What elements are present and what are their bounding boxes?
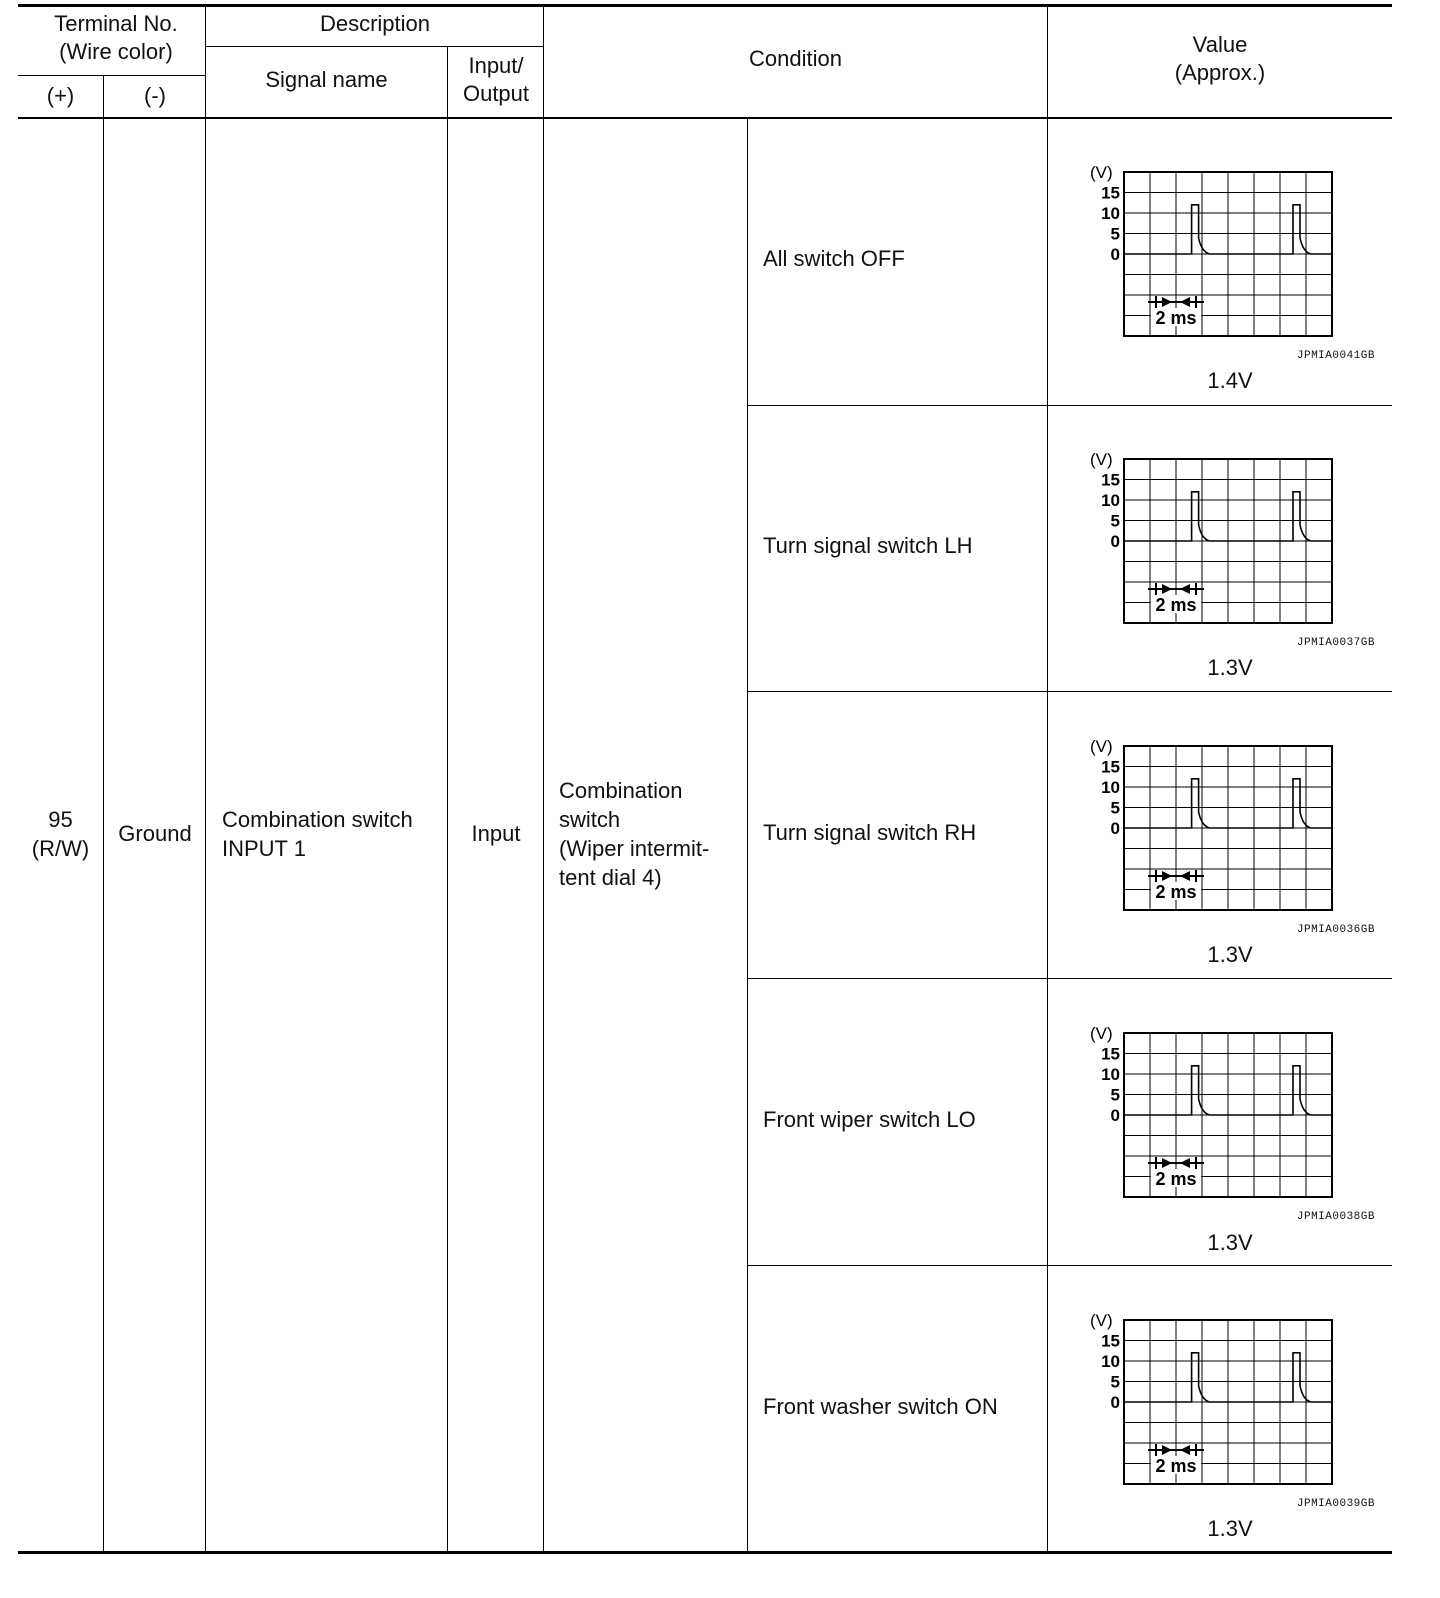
y-tick-label: 0: [1110, 1393, 1120, 1412]
condition-label: Turn signal switch RH: [763, 820, 977, 845]
figure-code: JPMIA0039GB: [1296, 1498, 1375, 1510]
plus-header: (+): [46, 83, 75, 108]
figure-code: JPMIA0038GB: [1296, 1211, 1375, 1223]
y-tick-label: 15: [1101, 470, 1120, 490]
time-marker-arrow: [1162, 584, 1172, 594]
y-axis-unit: (V): [1090, 1311, 1113, 1330]
y-tick-label: 10: [1101, 204, 1120, 223]
y-tick-label: 5: [1110, 511, 1120, 531]
time-marker-arrow: [1162, 1445, 1172, 1455]
signal-name-cell: [222, 805, 447, 863]
bottom-rule: [18, 1551, 1392, 1554]
y-tick-label: 15: [1101, 1044, 1120, 1064]
waveform-chart: [1090, 732, 1374, 942]
signal-name-header: Signal name: [265, 67, 388, 92]
waveform-chart: [1090, 1306, 1374, 1516]
value-header-line2: (Approx.): [1174, 60, 1266, 85]
waveform-chart: [1090, 1019, 1374, 1229]
condition-main-line4: tent dial 4): [559, 865, 662, 890]
row-divider-1: [748, 405, 1392, 406]
time-marker-arrow: [1180, 584, 1190, 594]
condition-label: Turn signal switch LH: [763, 533, 973, 558]
wire-color: (R/W): [31, 836, 90, 861]
header-divider-description: [206, 46, 544, 47]
terminal-header-line2: (Wire color): [59, 39, 173, 64]
waveform-chart: [1090, 158, 1374, 368]
condition-label: Front wiper switch LO: [763, 1107, 976, 1132]
condition-label: All switch OFF: [763, 246, 905, 271]
time-label: 2 ms: [1155, 595, 1197, 615]
description-header: Description: [319, 11, 431, 36]
figure-code: JPMIA0036GB: [1296, 924, 1375, 936]
col-line-description-condition: [543, 6, 544, 1552]
col-line-condition-value: [1047, 6, 1048, 1552]
terminal-plus-cell: [18, 805, 103, 863]
row-divider-4: [748, 1265, 1392, 1266]
y-axis-unit: (V): [1090, 1024, 1113, 1043]
terminal-header-line1: Terminal No.: [54, 11, 178, 36]
value-reading: 1.4V: [1207, 368, 1253, 393]
time-marker-arrow: [1162, 871, 1172, 881]
time-marker-arrow: [1180, 297, 1190, 307]
time-marker-arrow: [1180, 1158, 1190, 1168]
figure-code: JPMIA0041GB: [1296, 350, 1375, 362]
waveform-chart: [1090, 445, 1374, 655]
y-tick-label: 10: [1101, 1065, 1120, 1084]
y-tick-label: 0: [1110, 819, 1120, 838]
time-marker-arrow: [1180, 871, 1190, 881]
io-header-line1: Input/: [468, 53, 524, 78]
value-reading: 1.3V: [1207, 1230, 1253, 1255]
time-marker-arrow: [1162, 1158, 1172, 1168]
minus-header: (-): [144, 83, 166, 108]
condition-main-line1: Combination: [559, 778, 683, 803]
col-line-condition-inner: [747, 118, 748, 1552]
io-cell: Input: [471, 821, 521, 846]
value-reading: 1.3V: [1207, 942, 1253, 967]
terminal-minus-cell: Ground: [118, 821, 192, 846]
condition-label: Front washer switch ON: [763, 1394, 998, 1419]
y-tick-label: 5: [1110, 798, 1120, 818]
signal-name-line1: Combination switch: [222, 807, 413, 832]
y-tick-label: 0: [1110, 1106, 1120, 1125]
col-line-signal-io: [447, 47, 448, 1552]
condition-main-line3: (Wiper intermit-: [559, 836, 710, 861]
y-axis-unit: (V): [1090, 737, 1113, 756]
time-marker-arrow: [1180, 1445, 1190, 1455]
row-divider-2: [748, 691, 1392, 692]
header-bottom-rule: [18, 117, 1392, 119]
y-tick-label: 5: [1110, 1085, 1120, 1105]
y-tick-label: 0: [1110, 245, 1120, 264]
time-label: 2 ms: [1155, 308, 1197, 328]
signal-name-line2: INPUT 1: [222, 836, 306, 861]
figure-code: JPMIA0037GB: [1296, 637, 1375, 649]
io-header-line2: Output: [462, 81, 530, 106]
col-line-plus-minus: [103, 76, 104, 1552]
y-tick-label: 15: [1101, 183, 1120, 203]
y-tick-label: 10: [1101, 491, 1120, 510]
terminal-number: 95: [48, 807, 73, 832]
io-header: [448, 52, 544, 108]
y-axis-unit: (V): [1090, 163, 1113, 182]
condition-main-cell: [559, 776, 747, 892]
value-header: [1048, 31, 1392, 87]
time-label: 2 ms: [1155, 1169, 1197, 1189]
time-marker-arrow: [1162, 297, 1172, 307]
y-tick-label: 10: [1101, 1352, 1120, 1371]
condition-main-line2: switch: [559, 807, 621, 832]
y-tick-label: 0: [1110, 532, 1120, 551]
y-tick-label: 15: [1101, 757, 1120, 777]
y-tick-label: 5: [1110, 224, 1120, 244]
y-tick-label: 10: [1101, 778, 1120, 797]
time-label: 2 ms: [1155, 882, 1197, 902]
time-label: 2 ms: [1155, 1456, 1197, 1476]
value-header-line1: Value: [1192, 32, 1248, 57]
header-divider-terminal: [18, 75, 206, 76]
row-divider-3: [748, 978, 1392, 979]
y-tick-label: 5: [1110, 1372, 1120, 1392]
y-tick-label: 15: [1101, 1331, 1120, 1351]
top-rule: [18, 4, 1392, 7]
value-reading: 1.3V: [1207, 655, 1253, 680]
value-reading: 1.3V: [1207, 1516, 1253, 1541]
y-axis-unit: (V): [1090, 450, 1113, 469]
condition-header: Condition: [749, 46, 842, 71]
col-line-terminal-description: [205, 6, 206, 1552]
terminal-header: [18, 10, 214, 66]
